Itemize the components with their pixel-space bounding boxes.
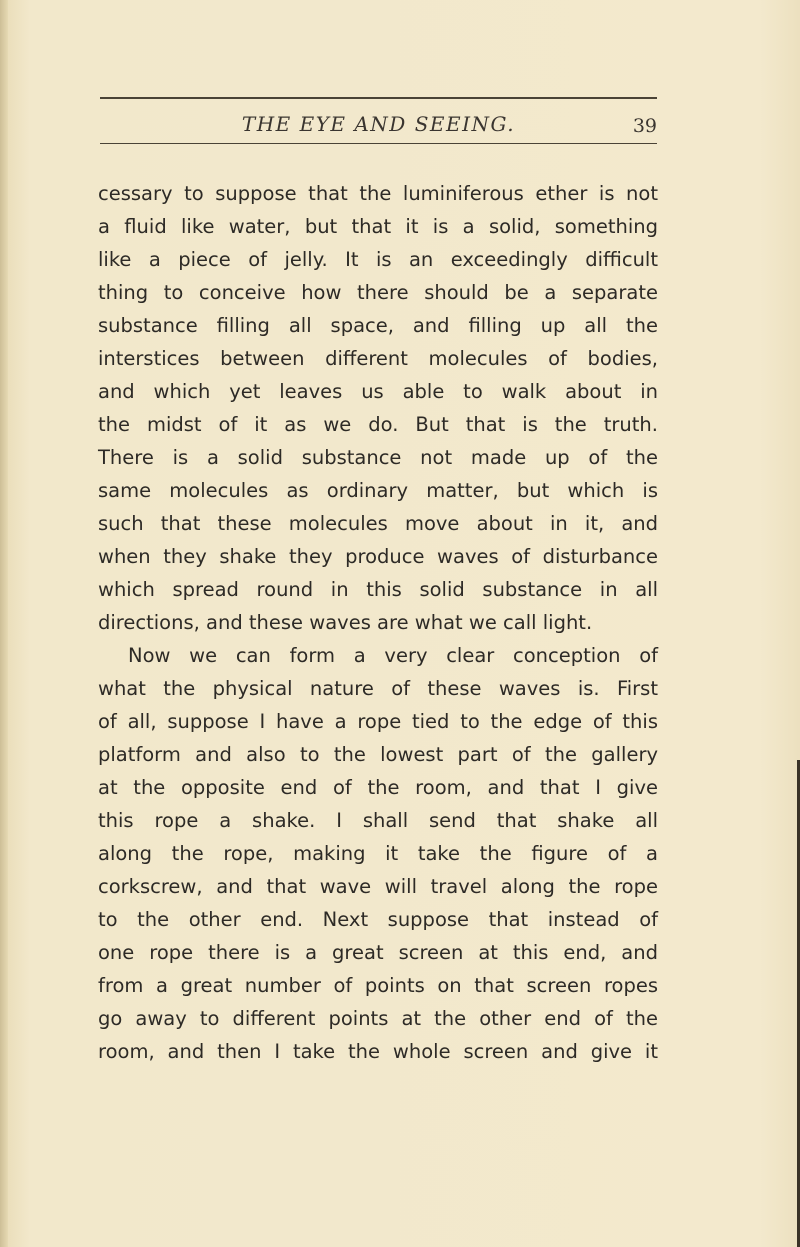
text-line: this rope a shake. I shall send that shake all xyxy=(98,809,658,832)
text-line: which spread round in this solid substance in all xyxy=(98,578,658,601)
text-line: cessary to suppose that the luminiferous ether is not xyxy=(98,182,658,205)
text-line: along the rope, making it take the figure of a xyxy=(98,842,658,865)
text-line: a fluid like water, but that it is a solid, something xyxy=(98,215,658,238)
header-rule-bottom xyxy=(100,143,657,144)
text-line: directions, and these waves are what we call light. xyxy=(98,611,593,634)
page-number: 39 xyxy=(632,115,657,137)
text-line: when they shake they produce waves of disturbance xyxy=(98,545,658,568)
running-head xyxy=(100,112,657,138)
text-line: interstices between different molecules of bodies, xyxy=(98,347,658,370)
text-line: platform and also to the lowest part of the gallery xyxy=(98,743,658,766)
paragraph-first-line: Now we can form a very clear conception of xyxy=(128,644,658,667)
text-line: one rope there is a great screen at this end, and xyxy=(98,941,658,964)
text-line: thing to conceive how there should be a separate xyxy=(98,281,658,304)
text-line: and which yet leaves us able to walk about in xyxy=(98,380,658,403)
text-line: the midst of it as we do. But that is the truth. xyxy=(98,413,658,436)
text-line: room, and then I take the whole screen and give it xyxy=(98,1040,658,1063)
text-line: corkscrew, and that wave will travel along the rope xyxy=(98,875,658,898)
text-line: of all, suppose I have a rope tied to the edge of this xyxy=(98,710,658,733)
header-rule-top xyxy=(100,97,657,99)
binding-gutter xyxy=(0,0,8,1247)
body-text xyxy=(98,177,658,1068)
text-line: to the other end. Next suppose that instead of xyxy=(98,908,658,931)
text-line: from a great number of points on that screen ropes xyxy=(98,974,658,997)
text-line: at the opposite end of the room, and that I give xyxy=(98,776,658,799)
text-line: what the physical nature of these waves is. First xyxy=(98,677,658,700)
running-title: THE EYE AND SEEING. xyxy=(241,112,516,136)
text-line: same molecules as ordinary matter, but which is xyxy=(98,479,658,502)
text-line: There is a solid substance not made up of the xyxy=(98,446,658,469)
text-line: such that these molecules move about in it, and xyxy=(98,512,658,535)
text-line: like a piece of jelly. It is an exceedingly difficult xyxy=(98,248,658,271)
text-line: go away to different points at the other end of the xyxy=(98,1007,658,1030)
text-line: substance filling all space, and filling up all the xyxy=(98,314,658,337)
